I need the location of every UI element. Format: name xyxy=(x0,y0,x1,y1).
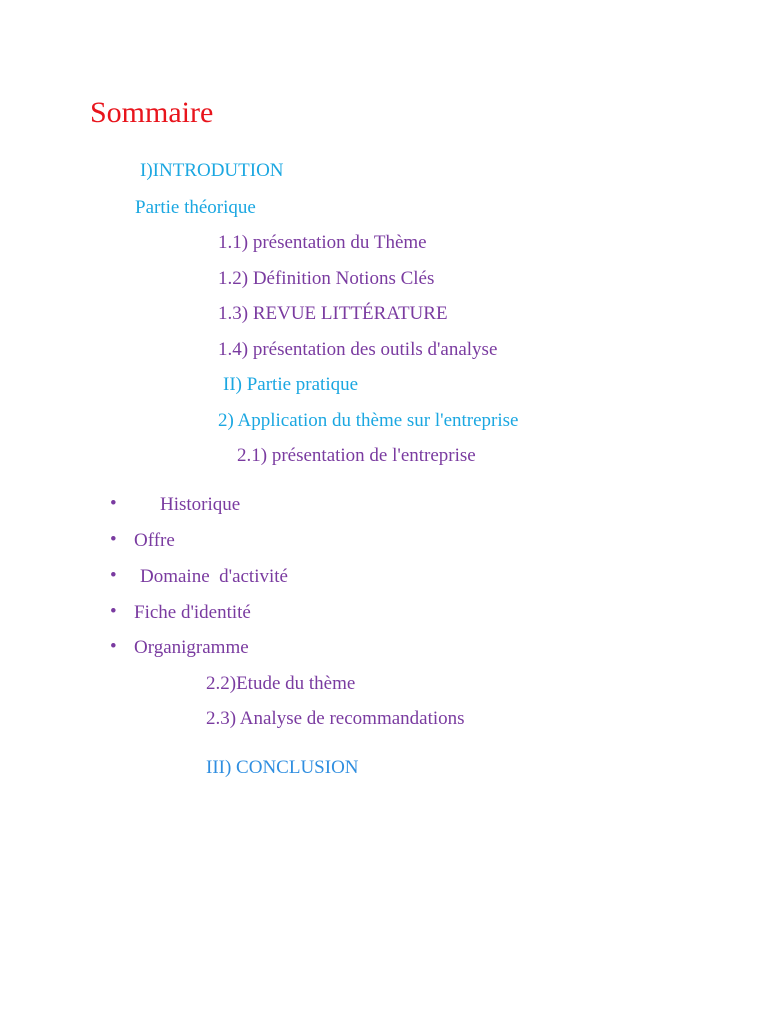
toc-item-1-1: 1.1) présentation du Thème xyxy=(218,232,427,253)
toc-partie-pratique: II) Partie pratique xyxy=(223,374,359,395)
bullet-item-domaine: Domaine d'activité xyxy=(140,566,288,587)
toc-item-2: 2) Application du thème sur l'entreprise xyxy=(218,410,519,431)
bullet-marker: • xyxy=(110,493,117,514)
toc-conclusion: III) CONCLUSION xyxy=(206,757,359,778)
bullet-marker: • xyxy=(110,636,117,657)
toc-item-1-2: 1.2) Définition Notions Clés xyxy=(218,268,435,289)
page-title: Sommaire xyxy=(90,96,214,129)
bullet-marker: • xyxy=(110,529,117,550)
bullet-item-offre: Offre xyxy=(134,530,175,551)
toc-partie-theorique: Partie théorique xyxy=(135,197,256,218)
bullet-item-historique: Historique xyxy=(160,494,241,515)
toc-item-1-3: 1.3) REVUE LITTÉRATURE xyxy=(218,303,448,324)
bullet-item-organigramme: Organigramme xyxy=(134,637,249,658)
toc-introduction: I)INTRODUTION xyxy=(140,160,284,181)
bullet-item-fiche: Fiche d'identité xyxy=(134,602,251,623)
bullet-marker: • xyxy=(110,601,117,622)
toc-item-2-1: 2.1) présentation de l'entreprise xyxy=(237,445,476,466)
toc-item-1-4: 1.4) présentation des outils d'analyse xyxy=(218,339,498,360)
toc-item-2-2: 2.2)Etude du thème xyxy=(206,673,356,694)
bullet-marker: • xyxy=(110,565,117,586)
toc-item-2-3: 2.3) Analyse de recommandations xyxy=(206,708,465,729)
